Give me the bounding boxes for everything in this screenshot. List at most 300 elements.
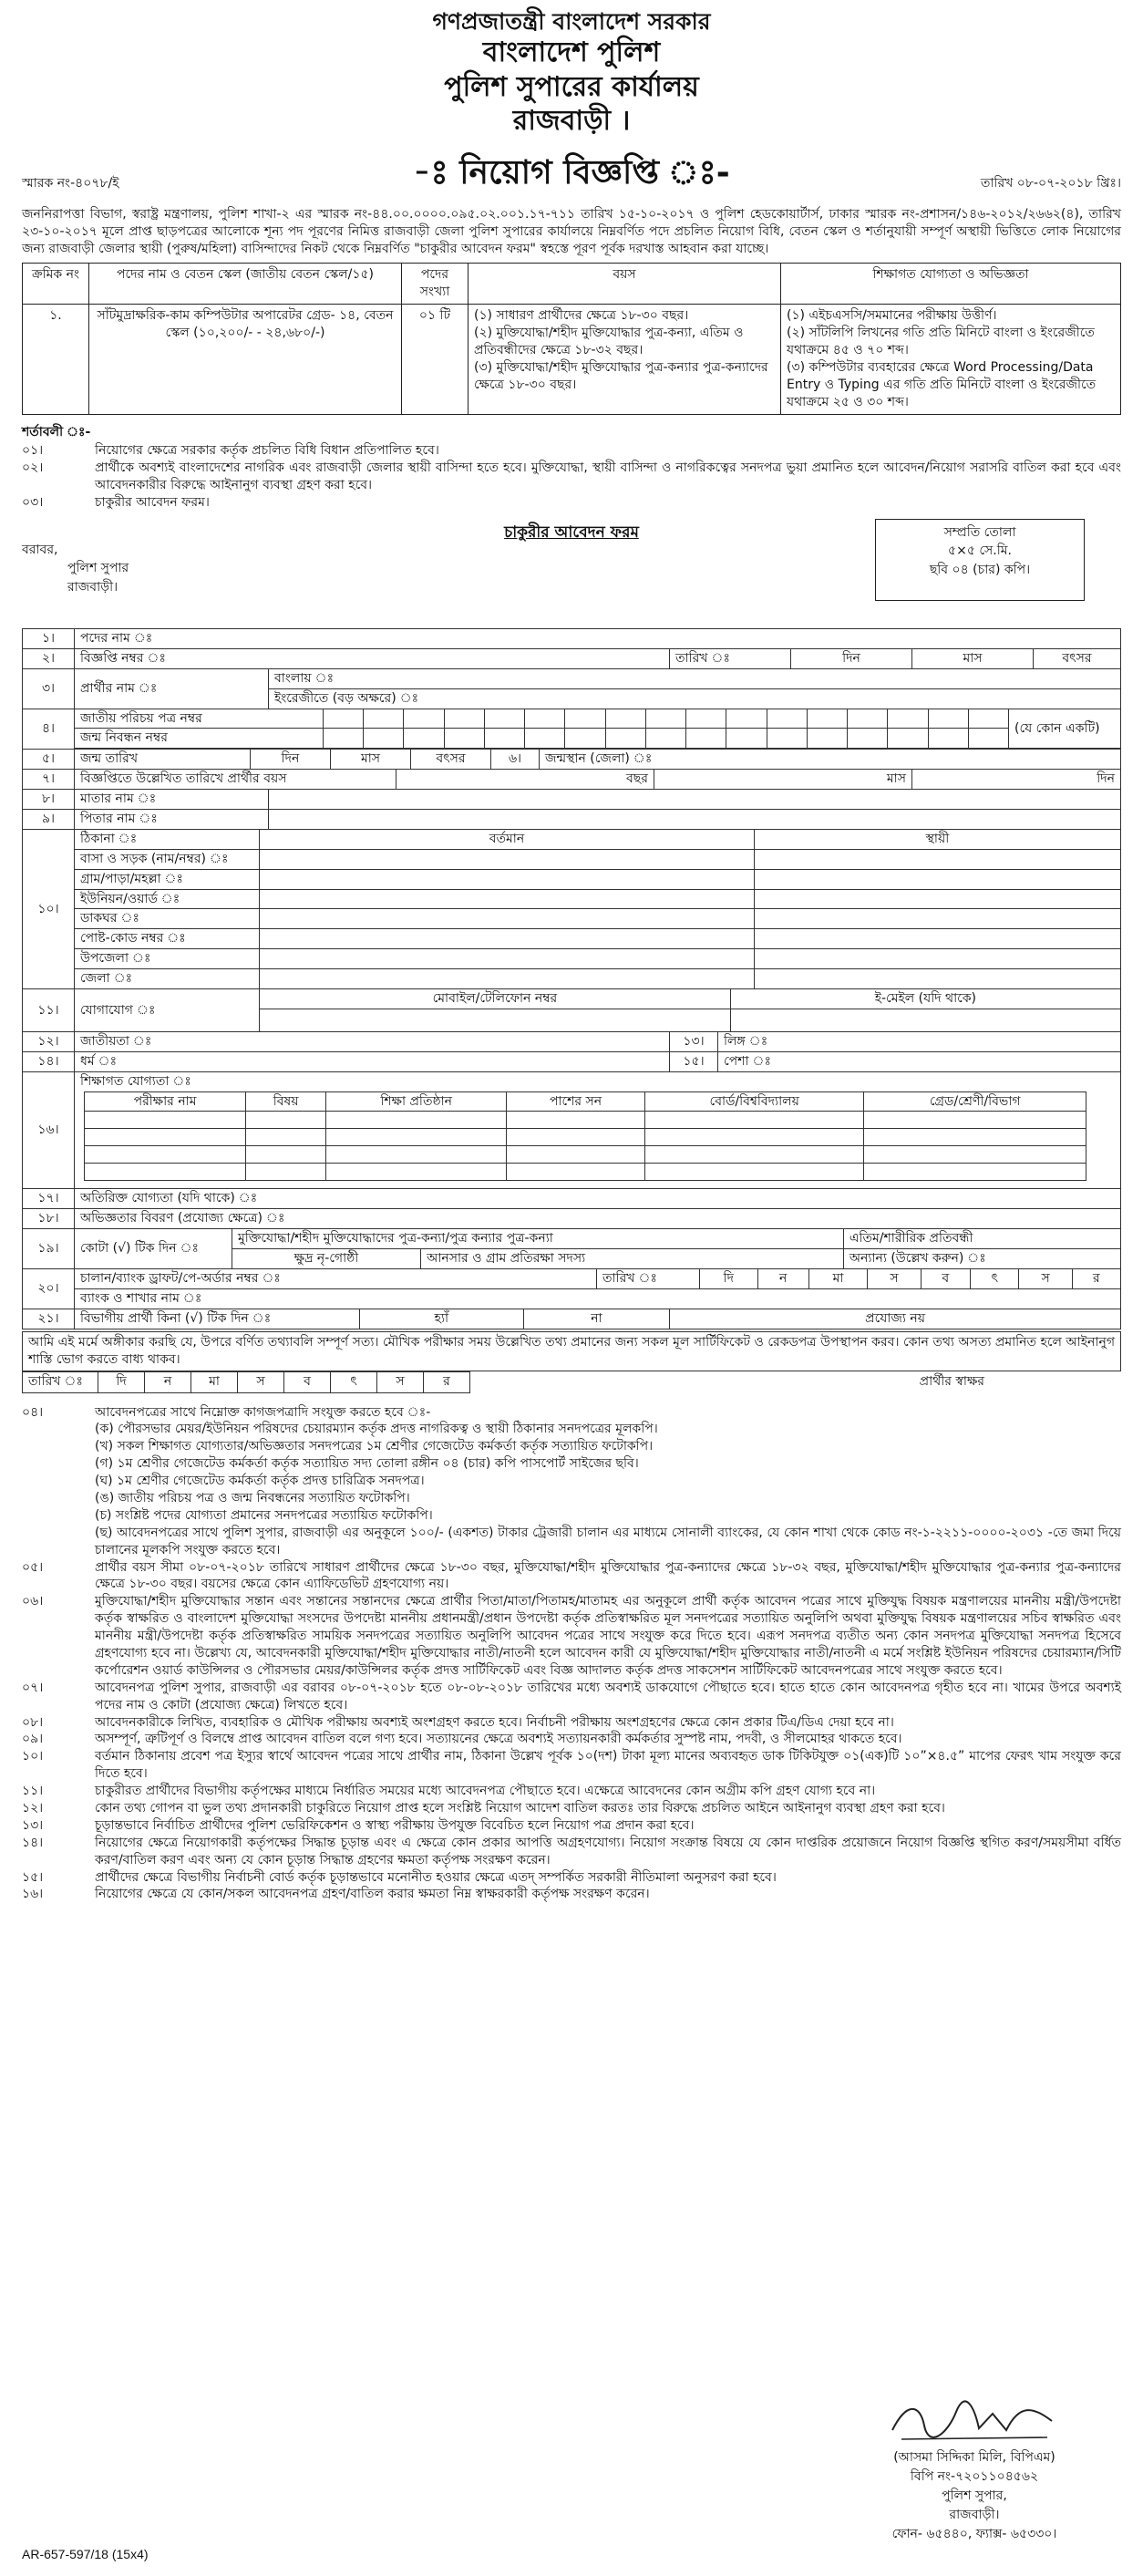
form-row-birth xyxy=(23,750,1121,770)
row-number: ২০। xyxy=(23,1269,75,1309)
note-text: আবেদনপত্র পুলিশ সুপার, রাজবাড়ী এর বরাবর ০৮-০৭-২০১৮ হতে ০৮-০৮-২০১৮ তারিখের মধ্যে অবশ্যই ডাকযোগে পৌছাতে হবে। হাতে হাতে কোন আবেদনপত্র গৃহীত হবে না। খামের উপরে অবশ্যই পদের নাম ও কোটা (প্রযোজ্য ক্ষেত্রে) লিখতে হবে। xyxy=(95,1680,1121,1712)
nid-box[interactable] xyxy=(525,709,565,729)
brn-box[interactable] xyxy=(364,729,404,748)
note-item xyxy=(22,1680,1121,1714)
date-cell[interactable]: দি xyxy=(98,1371,145,1392)
document-item: (চ) সংশ্লিষ্ট পদের যোগ্যতা প্রমানের সনদপত্রের সত্যায়িত ফটোকপি। xyxy=(95,1507,433,1523)
note-number: ১০। xyxy=(22,1749,44,1764)
form-row-education xyxy=(23,1071,1121,1189)
note-text: নিয়োগের ক্ষেত্রে যে কোন/সকল আবেদনপত্র গ্রহণ/বাতিল করার ক্ষমতা নিম্ন স্বাক্ষরকারী কর্তৃপক্ষ সংরক্ষণ করেন। xyxy=(95,1887,650,1902)
district-name: রাজবাড়ী । xyxy=(512,105,631,138)
date-cell[interactable]: ব xyxy=(921,1269,970,1288)
row-number: ১৭। xyxy=(23,1189,75,1209)
form-row-age xyxy=(23,770,1121,790)
note-text: চূড়ান্তভাবে নির্বাচিত প্রার্থীদের পুলিশ ভেরিফিকেশন ও স্বাস্থ্য পরীক্ষায় উপযুক্ত বিবেচিত হলে নিয়োগ পত্র প্রদান করা হবে। xyxy=(95,1817,695,1833)
note-item xyxy=(22,1869,1121,1887)
nid-box[interactable] xyxy=(686,709,726,729)
applicant-signature-label[interactable]: প্রার্থীর স্বাক্ষর xyxy=(919,1374,984,1390)
brn-box[interactable] xyxy=(565,729,605,748)
nid-box[interactable] xyxy=(928,709,968,729)
applicant-name-label: প্রার্থীর নাম ঃ xyxy=(75,668,269,709)
nid-box[interactable] xyxy=(324,709,364,729)
form-row-post xyxy=(23,629,1121,649)
form-row-challan xyxy=(23,1269,1121,1309)
post-table-header xyxy=(23,264,1121,305)
note-item xyxy=(22,1714,1121,1732)
address-field-label: উপজেলা ঃ xyxy=(75,949,260,969)
office-name: পুলিশ সুপারের কার্যালয় xyxy=(444,70,699,103)
col-age: বয়স xyxy=(469,264,781,305)
permanent-address-field[interactable] xyxy=(754,889,1120,909)
row-number: ১০। xyxy=(23,829,75,988)
quota-option[interactable]: এতিম/শারীরিক প্রতিবন্ধী xyxy=(843,1229,1120,1248)
education-col-header: বিষয় xyxy=(246,1091,326,1112)
mobile-header: মোবাইল/টেলিফোন নম্বর xyxy=(260,989,731,1009)
mother-name-field[interactable] xyxy=(269,790,1121,810)
brn-box[interactable] xyxy=(888,729,928,748)
declaration: আমি এই মর্মে অঙ্গীকার করছি যে, উপরে বর্ণিত তথ্যাবলি সম্পূর্ণ সত্য। মৌখিক পরীক্ষার সময় উল্লেখিত তথ্য প্রমানের জন্য সকল মূল সার্টিফিকেট ও রেকডপত্র উপস্থাপন করব। কোন তথ্য অসত্য প্রমানিত হলে আইনানুগ শাস্তি ভোগ করতে বাধ্য থাকব। xyxy=(22,1331,1121,1371)
education-cell[interactable] xyxy=(644,1112,863,1129)
brn-box[interactable] xyxy=(726,729,767,748)
age-years[interactable]: বছর xyxy=(396,770,654,789)
education-cell[interactable] xyxy=(507,1146,645,1164)
birth-place-field[interactable]: জন্মস্থান (জেলা) ঃ xyxy=(545,751,653,767)
brn-box[interactable] xyxy=(324,729,364,748)
departmental-na[interactable]: প্রযোজ্য নয় xyxy=(865,1310,925,1326)
date-cell[interactable]: ৎ xyxy=(970,1269,1019,1288)
row-number: ১৪। xyxy=(23,1051,75,1071)
present-address-field[interactable] xyxy=(260,889,755,909)
nid-box[interactable] xyxy=(605,709,645,729)
address-field-label: পোষ্ট-কোড নম্বর ঃ xyxy=(75,929,260,949)
note-text: প্রার্থীদের ক্ষেত্রে বিভাগীয় নির্বাচনী বোর্ড কর্তৃক চূড়ান্তভাবে মনোনীত হওয়ার ক্ষেত্রে এতদ্ সম্পর্কিত সরকারী নীতিমালা অনুসরণ করা হবে। xyxy=(95,1869,777,1885)
condition-text: চাকুরীর আবেদন ফরম। xyxy=(95,495,210,511)
birth-day[interactable]: দিন xyxy=(251,750,331,769)
date-cell[interactable]: স xyxy=(377,1371,424,1392)
row-number: ১৩। xyxy=(670,1032,718,1051)
note-number: ০৭। xyxy=(22,1680,44,1695)
note-number: ০৫। xyxy=(22,1559,44,1575)
permanent-address-field[interactable] xyxy=(754,909,1120,929)
date-cell[interactable]: স xyxy=(868,1269,921,1288)
col-post: পদের নাম ও বেতন স্কেল (জাতীয় বেতন স্কেল/১৫) xyxy=(89,264,402,305)
mobile-field[interactable] xyxy=(260,1009,731,1031)
form-row-name-bn xyxy=(23,668,1121,688)
age-rule: (২) মুক্তিযোদ্ধা/শহীদ মুক্তিযোদ্ধার পুত্র-কন্যা, এতিম ও প্রতিবন্ধীদের ক্ষেত্রে ১৮-৩২ বছর। xyxy=(474,326,744,357)
circular-month[interactable]: মাস xyxy=(912,649,1034,668)
education-cell[interactable] xyxy=(85,1129,246,1146)
row-number: ৫। xyxy=(23,750,75,770)
form-row-circular xyxy=(23,648,1121,668)
address-field-label: ডাকঘর ঃ xyxy=(75,909,260,929)
row-number: ১। xyxy=(23,629,75,649)
condition-text: নিয়োগের ক্ষেত্রে সরকার কর্তৃক প্রচলিত বিধি বিধান প্রতিপালিত হবে। xyxy=(95,443,439,459)
form-row-nid xyxy=(23,709,1121,749)
birth-month[interactable]: মাস xyxy=(331,750,411,769)
note-item xyxy=(22,1800,1121,1817)
note-item xyxy=(22,1835,1121,1869)
signature-bp-number: বিপি নং-৭২০১১০৪৫৬২ xyxy=(910,2469,1039,2484)
present-address-header: বর্তমান xyxy=(260,830,755,849)
form-row-quota xyxy=(23,1229,1121,1269)
reference-row xyxy=(22,151,1121,206)
document-item: (খ) সকল শিক্ষাগত যোগ্যতার/অভিজ্ঞতার সনদপত্রের ১ম শ্রেণীর গেজেটেড কর্মকর্তা কর্তৃক সত্যায়িত ফটোকপি। xyxy=(95,1439,654,1454)
education-row xyxy=(85,1112,1086,1129)
form-title: চাকুরীর আবেদন ফরম xyxy=(504,523,639,542)
circular-number-field[interactable]: বিজ্ঞপ্তি নম্বর ঃ xyxy=(80,650,166,666)
education-cell[interactable] xyxy=(864,1129,1086,1146)
condition-item xyxy=(22,442,1121,460)
document-item: (ক) পৌরসভার মেয়র/ইউনিয়ন পরিষদের চেয়ারম্যান কর্তৃক প্রদত্ত নাগরিকত্ব ও স্থায়ী ঠিকানার সনদপত্রের মূলকপি। xyxy=(95,1422,658,1437)
col-count: পদের সংখ্যা xyxy=(402,264,469,305)
education-col-header: গ্রেড/শ্রেণী/বিভাগ xyxy=(864,1091,1086,1112)
occupation-field[interactable]: পেশা ঃ xyxy=(724,1053,771,1069)
address-label: ঠিকানা ঃ xyxy=(75,830,260,849)
form-row-mother xyxy=(23,790,1121,810)
address-field-label: ইউনিয়ন/ওয়ার্ড ঃ xyxy=(75,889,260,909)
age-label: বিজ্ঞপ্তিতে উল্লেখিত তারিখে প্রার্থীর বয়স xyxy=(80,771,287,787)
note-number: ১৪। xyxy=(22,1835,44,1850)
education-cell[interactable] xyxy=(246,1146,326,1164)
date-cell[interactable]: ন xyxy=(145,1371,191,1392)
post-serial: ১. xyxy=(23,305,89,414)
document-item: (ঙ) জাতীয় পরিচয় পত্র ও জন্ম নিবন্ধনের সত্যায়িত ফটোকপি। xyxy=(95,1490,410,1505)
permanent-address-field[interactable] xyxy=(754,969,1120,988)
education-cell[interactable] xyxy=(326,1146,507,1164)
notice-date: তারিখ ০৮-০৭-২০১৮ খ্রিঃ। xyxy=(980,175,1121,191)
challan-date-label: তারিখ ঃ xyxy=(597,1269,700,1288)
photo-copies: ছবি ০৪ (চার) কপি। xyxy=(929,562,1031,577)
education-cell[interactable] xyxy=(246,1164,326,1181)
signature-contact: ফোন- ৬৫৪৪০, ফ্যাক্স- ৬৫৩৩০। xyxy=(891,2527,1057,2541)
date-cell[interactable]: স xyxy=(238,1371,284,1392)
row-number: ৪। xyxy=(23,709,75,750)
condition-number: ০৩। xyxy=(22,495,44,511)
education-table xyxy=(84,1091,1086,1182)
post-qualification xyxy=(781,305,1121,414)
date-cell[interactable]: স xyxy=(1019,1269,1072,1288)
notice-title: -ঃ নিয়োগ বিজ্ঞপ্তি ঃ- xyxy=(413,153,730,191)
row-number: ১৯। xyxy=(23,1229,75,1269)
age-days[interactable]: দিন xyxy=(1097,771,1115,787)
condition-number: ০২। xyxy=(22,460,44,476)
age-rule: (৩) মুক্তিযোদ্ধা/শহীদ মুক্তিযোদ্ধার পুত্র-কন্যার পুত্র-কন্যাদের ক্ষেত্রে ১৮-৩০ বছর। xyxy=(474,359,768,392)
row-number: ৬। xyxy=(491,750,540,769)
nationality-field[interactable]: জাতীয়তা ঃ xyxy=(80,1033,152,1049)
form-addressee xyxy=(22,541,129,596)
advertisement-code: AR-657-597/18 (15x4) xyxy=(22,2547,149,2561)
application-form-head xyxy=(22,519,1121,628)
present-address-field[interactable] xyxy=(260,969,755,988)
permanent-address-field[interactable] xyxy=(754,869,1120,889)
form-row-father xyxy=(23,810,1121,830)
row-number: ১৫। xyxy=(670,1052,718,1071)
mother-name-label: মাতার নাম ঃ xyxy=(75,790,269,810)
nid-label: জাতীয় পরিচয় পত্র নম্বর xyxy=(75,709,324,729)
addressee-place: রাজবাড়ী। xyxy=(67,579,118,595)
document-item: (ঘ) ১ম শ্রেণীর গেজেটেড কর্মকর্তা কর্তৃক প্রদত্ত চারিত্রিক সনদপত্র। xyxy=(95,1474,425,1489)
date-cell[interactable]: মা xyxy=(191,1371,238,1392)
application-form xyxy=(22,628,1121,1329)
note-text: আবেদনপত্রের সাথে নিম্নোক্ত কাগজপত্রাদি সংযুক্ত করতে হবে ঃ- xyxy=(95,1404,431,1420)
birth-date-label: জন্ম তারিখ xyxy=(80,751,139,767)
nid-box[interactable] xyxy=(888,709,928,729)
post-table xyxy=(22,263,1121,414)
brn-box[interactable] xyxy=(645,729,685,748)
quota-option[interactable]: ক্ষুদ্র নৃ-গোষ্ঠী xyxy=(232,1249,421,1268)
form-row-contact xyxy=(23,989,1121,1032)
present-address-field[interactable] xyxy=(260,849,755,869)
present-address-field[interactable] xyxy=(260,949,755,969)
post-row xyxy=(23,305,1121,414)
col-serial: ক্রমিক নং xyxy=(23,264,89,305)
memo-number: স্মারক নং-৪০৭৮/ই xyxy=(22,175,119,191)
form-row-religion xyxy=(23,1051,1121,1071)
education-cell[interactable] xyxy=(85,1146,246,1164)
education-row xyxy=(85,1129,1086,1146)
nid-box[interactable] xyxy=(444,709,484,729)
photo-text: সম্প্রতি তোলা xyxy=(943,525,1016,540)
brn-box[interactable] xyxy=(767,729,807,748)
addressee-to: বরাবর, xyxy=(22,543,58,557)
note-text: মুক্তিযোদ্ধা/শহীদ মুক্তিযোদ্ধার সন্তান এবং সন্তানের সন্তানদের ক্ষেত্রে প্রার্থীর পিতা/মাতা/পিতামহ/মাতামহ এর অনুকূলে প্রার্থী কর্তৃক আবেদন পত্রের সাথে মুক্তিযুদ্ধ বিষয়ক মন্ত্রণালয়ের মাননীয় মন্ত্রী/উপদেষ্টা কর্তৃক স্বাক্ষরিত ও বাংলাদেশ মুক্তিযোদ্ধা সংসদের উপদেষ্টা মাননীয় প্রধানমন্ত্রী/প্রধান উপদেষ্টা কর্তৃক প্রতিস্বাক্ষরিত মূল সনদপত্রের সত্যায়িত অনুলিপি অথবা মুক্তিযুদ্ধ বিষয়ক মন্ত্রণালয়ের সচিব স্বাক্ষরিত এবং মাননীয় মন্ত্রী/উপদেষ্টা কর্তৃক প্রতিস্বাক্ষরিত সাময়িক সনদপত্রের সত্যায়িত অনুলিপি আবেদন পত্রের সাথে সংযুক্ত করে দিতে হবে। এরূপ সনদপত্র ব্যতীত অন্য কোন সনদপত্র মুক্তিযোদ্ধা সনদপত্র হিসেবে গ্রহণযোগ্য হবে না। উল্লেখ্য যে, আবেদনকারী মুক্তিযোদ্ধা/শহীদ মুক্তিযোদ্ধার নাতী/নাতনী হলে আবেদন কারী যে মুক্তিযোদ্ধা/শহীদ মুক্তিযোদ্ধার নাতী/নাতনী এ মর্মে সংশ্লিষ্ট ইউনিয়ন পরিষদের চেয়ারম্যান/সিটি কর্পোরেশন ওয়ার্ড কাউন্সিলর ও পৌরসভার মেয়র/কাউন্সিলর কর্তৃক প্রদত্ত সার্টিফিকেট এবং বিজ্ঞ আদালত কর্তৃক প্রদত্ত সাকসেশন সার্টিফিকেট আবেদনপত্রের সাথে সংযুক্ত করতে হবে। xyxy=(95,1594,1121,1678)
post-name: সাঁটমুদ্রাক্ষরিক-কাম কম্পিউটার অপারেটর গ্রেড- ১৪, বেতন স্কেল (১০,২০০/- - ২৪,৬৮০/-) xyxy=(89,305,402,414)
post-name-field[interactable]: পদের নাম ঃ xyxy=(75,629,1121,649)
note-text: নিয়োগের ক্ষেত্রে নিয়োগকারী কর্তৃপক্ষের সিদ্ধান্ত চূড়ান্ত এবং এ ক্ষেত্রে কোন প্রকার আপত্তি অগ্রহণযোগ্য। নিয়োগ সংক্রান্ত বিষয়ে যে কোন দাপ্তরিক প্রয়োজনে নিয়োগ বিজ্ঞপ্তি স্থগিত করণ/সময়সীমা বর্ধিত করণ/বাতিল করণ এবং অন্য যে কোন চূড়ান্ত সিদ্ধান্ত গ্রহণের ক্ষমতা কর্তৃপক্ষ সংরক্ষণ করেন। xyxy=(95,1835,1121,1867)
note-text: বর্তমান ঠিকানায় প্রবেশ পত্র ইস্যুর স্বার্থে আবেদন পত্রের সাথে প্রার্থীর নাম, ঠিকানা উল্লেখ পূর্বক ১০(দশ) টাকা মূল্য মানের অব্যবহৃত ডাক টিকিটযুক্ত ০১(এক)টি ১০”×৪.৫” মাপের ফেরৎ খাম সংযুক্ত করে দিতে হবে। xyxy=(95,1749,1121,1782)
nid-box[interactable] xyxy=(364,709,404,729)
date-cell[interactable]: মা xyxy=(808,1269,868,1288)
father-name-label: পিতার নাম ঃ xyxy=(75,810,269,830)
note-item xyxy=(22,1748,1121,1783)
form-row-departmental xyxy=(23,1309,1121,1329)
date-cell[interactable]: র xyxy=(424,1371,470,1392)
form-row-extra-qual xyxy=(23,1189,1121,1209)
note-item xyxy=(22,1593,1121,1679)
education-cell[interactable] xyxy=(507,1112,645,1129)
education-col-header: পাশের সন xyxy=(507,1091,645,1112)
condition-text: প্রার্থীকে অবশ্যই বাংলাদেশের নাগরিক এবং রাজবাড়ী জেলার স্থায়ী বাসিন্দা হতে হবে। মুক্তিযোদ্ধা, স্থায়ী বাসিন্দা ও নাগরিকত্বের সনদপত্র ভুয়া প্রমানিত হলে আবেদন/নিয়োগ সরাসরি বাতিল করা হবে এবং আবেদনকারীর বিরুদ্ধে আইনানুগ ব্যবস্থা গ্রহণ করা হবে। xyxy=(95,460,1121,493)
permanent-address-field[interactable] xyxy=(754,949,1120,969)
condition-number: ০১। xyxy=(22,443,44,459)
present-address-field[interactable] xyxy=(260,869,755,889)
brn-box[interactable] xyxy=(807,729,847,748)
date-cell[interactable]: ব xyxy=(284,1371,331,1392)
quota-option[interactable]: অন্যান্য (উল্লেখ করুন) ঃ xyxy=(843,1249,1120,1268)
date-cell[interactable]: র xyxy=(1072,1269,1120,1288)
signature-row xyxy=(22,1371,1121,1393)
qualification-item: (২) সাঁটলিপি লিখনের গতি প্রতি মিনিটে বাংলা ও ইংরেজীতে যথাক্রমে ৪৫ ও ৭০ শব্দ। xyxy=(787,326,1095,357)
note-item xyxy=(22,1559,1121,1594)
addressee-name: পুলিশ সুপার xyxy=(67,561,129,576)
birth-year[interactable]: বৎসর xyxy=(411,750,491,769)
nid-box[interactable] xyxy=(848,709,888,729)
row-number: ১১। xyxy=(23,989,75,1032)
authority-signature-block xyxy=(842,2394,1107,2544)
post-age xyxy=(469,305,781,414)
date-cell[interactable]: ন xyxy=(757,1269,808,1288)
email-field[interactable] xyxy=(730,1009,1120,1031)
education-cell[interactable] xyxy=(644,1164,863,1181)
note-number: ০৪। xyxy=(22,1404,44,1420)
note-number: ১১। xyxy=(22,1784,44,1799)
note-number: ১৬। xyxy=(22,1887,44,1902)
condition-item xyxy=(22,494,1121,512)
education-cell[interactable] xyxy=(864,1112,1086,1129)
education-cell[interactable] xyxy=(507,1164,645,1181)
row-number: ৯। xyxy=(23,810,75,830)
age-rule: (১) সাধারণ প্রার্থীদের ক্ষেত্রে ১৮-৩০ বছর। xyxy=(474,308,689,324)
document-item: (ছ) আবেদনপত্রের সাথে পুলিশ সুপার, রাজবাড়ী এর অনুকূলে ১০০/- (একশত) টাকার ট্রেজারী চালান এর মাধ্যমে সোনালী ব্যাংকের, যে কোন শাখা থেকে কোড নং-১-২২১১-০০০০-২০৩১ -তে জমা দিয়ে চালানের মূলকপি সংযুক্ত করতে হবে। xyxy=(95,1525,1121,1557)
nid-box[interactable] xyxy=(968,709,1008,729)
post-count: ০১ টি xyxy=(402,305,469,414)
letterhead xyxy=(0,0,1143,139)
note-number: ০৬। xyxy=(22,1594,44,1609)
form-row-nationality xyxy=(23,1031,1121,1051)
note-text: চাকুরীরত প্রার্থীদের বিভাগীয় কর্তৃপক্ষের মাধ্যমে নির্ধারিত সময়ের মধ্যে আবেদনপত্র পৌছাতে হবে। এক্ষেত্রে আবেদনের কোন অগ্রীম কপি গ্রহণ যোগ্য হবে না। xyxy=(95,1784,876,1799)
circular-day[interactable]: দিন xyxy=(791,649,912,668)
quota-option[interactable]: আনসার ও গ্রাম প্রতিরক্ষা সদস্য xyxy=(421,1249,844,1268)
note-item xyxy=(22,1783,1121,1800)
departmental-no[interactable]: না xyxy=(523,1309,669,1329)
form-row-experience xyxy=(23,1209,1121,1229)
conditions-list xyxy=(22,442,1121,512)
conditions-title: শর্তাবলী ঃ- xyxy=(22,424,91,440)
education-row xyxy=(85,1146,1086,1164)
address-field-label: জেলা ঃ xyxy=(75,969,260,988)
brn-box[interactable] xyxy=(928,729,968,748)
document-item: (গ) ১ম শ্রেণীর গেজেটেড কর্মকর্তা কর্তৃক সত্যায়িত সদ্য তোলা রঙ্গীন ০৪ (চার) কপি পাসপোর্ট সাইজের ছবি। xyxy=(95,1456,639,1472)
date-cell[interactable]: ৎ xyxy=(331,1371,377,1392)
education-cell[interactable] xyxy=(864,1164,1086,1181)
bank-branch-field[interactable]: ব্যাংক ও শাখার নাম ঃ xyxy=(80,1290,202,1306)
education-cell[interactable] xyxy=(644,1146,863,1164)
condition-item xyxy=(22,460,1121,494)
experience-field[interactable]: অভিজ্ঞতার বিবরণ (প্রযোজ্য ক্ষেত্রে) ঃ xyxy=(75,1209,1121,1229)
permanent-address-header: স্থায়ী xyxy=(754,830,1120,849)
quota-option[interactable]: মুক্তিযোদ্ধা/শহীদ মুক্তিযোদ্ধাদের পুত্র-কন্যা/পুত্র কন্যার পুত্র-কন্যা xyxy=(232,1229,844,1248)
present-address-field[interactable] xyxy=(260,909,755,929)
brn-box[interactable] xyxy=(444,729,484,748)
education-cell[interactable] xyxy=(85,1112,246,1129)
note-number: ১৩। xyxy=(22,1817,44,1833)
intro-paragraph: জননিরাপত্তা বিভাগ, স্বরাষ্ট্র মন্ত্রণালয়, পুলিশ শাখা-২ এর স্মারক নং-৪৪.০০.০০০০.০৯৫.০২.০০১.১৭-৭১১ তারিখ ১৫-১০-২০১৭ ও পুলিশ হেডকোয়ার্টার্স, ঢাকার স্মারক নং-প্রশাসন/১৪৬-২০১২/২৬৬২(৪), তারিখ ২৩-১০-২০১৭ মূলে প্রাপ্ত ছাড়পত্রের আলোকে শূন্য পদ পূরণের নিমিত্ত রাজবাড়ী জেলা পুলিশ সুপারের কার্যালয়ে নিম্নবর্ণিত পদে প্রচলিত নিয়োগ বিধি, বেতন স্কেল ও শর্তানুযায়ী সম্পূর্ণ অস্থায়ী ভিত্তিতে লোক নিয়োগের জন্য রাজবাড়ী জেলার স্থায়ী (পুরুষ/মহিলা) বাসিন্দাদের নিকট থেকে নিম্নবর্ণিত "চাকুরীর আবেদন ফরম" স্বহস্তে পূরণ পূর্বক দরখাস্ত আহবান করা যাচ্ছে। xyxy=(22,206,1121,256)
brn-box[interactable] xyxy=(605,729,645,748)
education-cell[interactable] xyxy=(246,1112,326,1129)
address-field-label: বাসা ও সড়ক (নাম/নম্বর) ঃ xyxy=(75,849,260,869)
education-col-header: শিক্ষা প্রতিষ্ঠান xyxy=(326,1091,507,1112)
row-number: ১৬। xyxy=(23,1071,75,1189)
gender-field[interactable]: লিঙ্গ ঃ xyxy=(724,1033,768,1049)
permanent-address-field[interactable] xyxy=(754,849,1120,869)
departmental-yes[interactable]: হ্যাঁ xyxy=(360,1309,524,1329)
education-cell[interactable] xyxy=(507,1129,645,1146)
education-cell[interactable] xyxy=(864,1146,1086,1164)
nid-box[interactable] xyxy=(404,709,444,729)
qualification-item: (৩) কম্পিউটার ব্যবহারের ক্ষেত্রে Word Processing/Data Entry ও Typing এর গতি প্রতি মিনিটে বাংলা ও ইংরেজীতে যথাক্রমে ২৫ ও ৩০ শব্দ। xyxy=(787,359,1097,409)
note-number: ১৫। xyxy=(22,1869,44,1885)
nid-box[interactable] xyxy=(767,709,807,729)
col-qualification: শিক্ষাগত যোগ্যতা ও অভিজ্ঞতা xyxy=(781,264,1121,305)
note-item xyxy=(22,1404,1121,1422)
education-label: শিক্ষাগত যোগ্যতা ঃ xyxy=(80,1073,191,1089)
either-one-note: (যে কোন একটি) xyxy=(1009,709,1121,749)
education-cell[interactable] xyxy=(644,1129,863,1146)
education-row xyxy=(85,1164,1086,1181)
handwritten-signature xyxy=(883,2394,1066,2448)
present-address-field[interactable] xyxy=(260,929,755,949)
education-cell[interactable] xyxy=(85,1164,246,1181)
row-number: ৭। xyxy=(23,770,75,790)
address-field-label: গ্রাম/পাড়া/মহল্লা ঃ xyxy=(75,869,260,889)
circular-date-label: তারিখ ঃ xyxy=(670,649,791,668)
qualification-item: (১) এইচএসসি/সমমানের পরীক্ষায় উত্তীর্ণ। xyxy=(787,308,997,324)
birth-reg-label: জন্ম নিবন্ধন নম্বর xyxy=(75,729,324,748)
note-number: ০৮। xyxy=(22,1714,44,1730)
signature-name: (আসমা সিদ্দিকা মিলি, বিপিএম) xyxy=(893,2450,1055,2465)
form-row-address xyxy=(23,829,1121,988)
age-months[interactable]: মাস xyxy=(654,770,912,789)
contact-label: যোগাযোগ ঃ xyxy=(80,1002,156,1018)
row-number: ৩। xyxy=(23,668,75,709)
permanent-address-field[interactable] xyxy=(754,929,1120,949)
education-cell[interactable] xyxy=(326,1112,507,1129)
extra-qualification-field[interactable]: অতিরিক্ত যোগ্যতা (যদি থাকে) ঃ xyxy=(75,1189,1121,1209)
row-number: ২১। xyxy=(23,1309,75,1329)
education-col-header: পরীক্ষার নাম xyxy=(85,1091,246,1112)
note-text: অসম্পূর্ণ, ত্রুটিপূর্ণ ও বিলম্বে প্রাপ্ত আবেদন বাতিল বলে গণ্য হবে। সত্যায়নের ক্ষেত্রে অবশ্যই সত্যায়নকারী কর্মকর্তার সুস্পষ্ট নাম, পদবী, ও সীলমোহর থাকতে হবে। xyxy=(95,1732,902,1747)
education-cell[interactable] xyxy=(326,1164,507,1181)
note-item xyxy=(22,1731,1121,1748)
departmental-label: বিভাগীয় প্রার্থী কিনা (√) টিক দিন ঃ xyxy=(80,1310,272,1326)
row-number: ১২। xyxy=(23,1031,75,1051)
nid-box[interactable] xyxy=(807,709,847,729)
name-bangla-field[interactable]: বাংলায় ঃ xyxy=(269,668,1121,688)
signature-place: রাজবাড়ী। xyxy=(949,2508,1000,2522)
education-cell[interactable] xyxy=(246,1129,326,1146)
brn-box[interactable] xyxy=(848,729,888,748)
note-text: আবেদনকারীকে লিখিত, ব্যবহারিক ও মৌখিক পরীক্ষায় অবশ্যই অংশগ্রহণ করতে হবে। নির্বাচনী পরীক্ষায় অংশগ্রহণের ক্ষেত্রে কোন প্রকার টিএ/ডিএ দেয়া হবে না। xyxy=(95,1714,894,1730)
police-name: বাংলাদেশ পুলিশ xyxy=(482,36,661,69)
father-name-field[interactable] xyxy=(269,810,1121,830)
note-number: ১২। xyxy=(22,1800,44,1816)
brn-box[interactable] xyxy=(686,729,726,748)
religion-field[interactable]: ধর্ম ঃ xyxy=(80,1053,118,1069)
brn-box[interactable] xyxy=(404,729,444,748)
signature-date-label: তারিখ ঃ xyxy=(23,1371,98,1392)
brn-box[interactable] xyxy=(484,729,524,748)
photo-size: ৫×৫ সে.মি. xyxy=(948,543,1012,559)
nid-box[interactable] xyxy=(565,709,605,729)
challan-number-field[interactable]: চালান/ব্যাংক ড্রাফট/পে-অর্ডার নম্বর ঃ xyxy=(75,1269,597,1288)
govt-name: গণপ্রজাতন্ত্রী বাংলাদেশ সরকার xyxy=(432,8,711,35)
brn-box[interactable] xyxy=(968,729,1008,748)
brn-box[interactable] xyxy=(525,729,565,748)
nid-box[interactable] xyxy=(484,709,524,729)
note-item xyxy=(22,1817,1121,1835)
nid-box[interactable] xyxy=(645,709,685,729)
date-cell[interactable]: দি xyxy=(700,1269,758,1288)
circular-year[interactable]: বৎসর xyxy=(1062,650,1092,666)
education-cell[interactable] xyxy=(326,1129,507,1146)
name-english-field[interactable]: ইংরেজীতে (বড় অক্ষরে) ঃ xyxy=(269,688,1121,709)
photo-box xyxy=(875,519,1085,601)
nid-box[interactable] xyxy=(726,709,767,729)
education-col-header: বোর্ড/বিশ্ববিদ্যালয় xyxy=(644,1091,863,1112)
signature-designation: পুলিশ সুপার, xyxy=(942,2488,1007,2503)
note-text: কোন তথ্য গোপন বা ভুল তথ্য প্রদানকারী চাকুরিতে নিয়োগ প্রাপ্ত হলে সংশ্লিষ্ট নিয়োগ আদেশ বাতিল করতঃ তার বিরুদ্ধে প্রচলিত আইনে আইনানুগ ব্যবস্থা গ্রহণ করা হবে। xyxy=(95,1800,945,1816)
note-number: ০৯। xyxy=(22,1732,44,1747)
